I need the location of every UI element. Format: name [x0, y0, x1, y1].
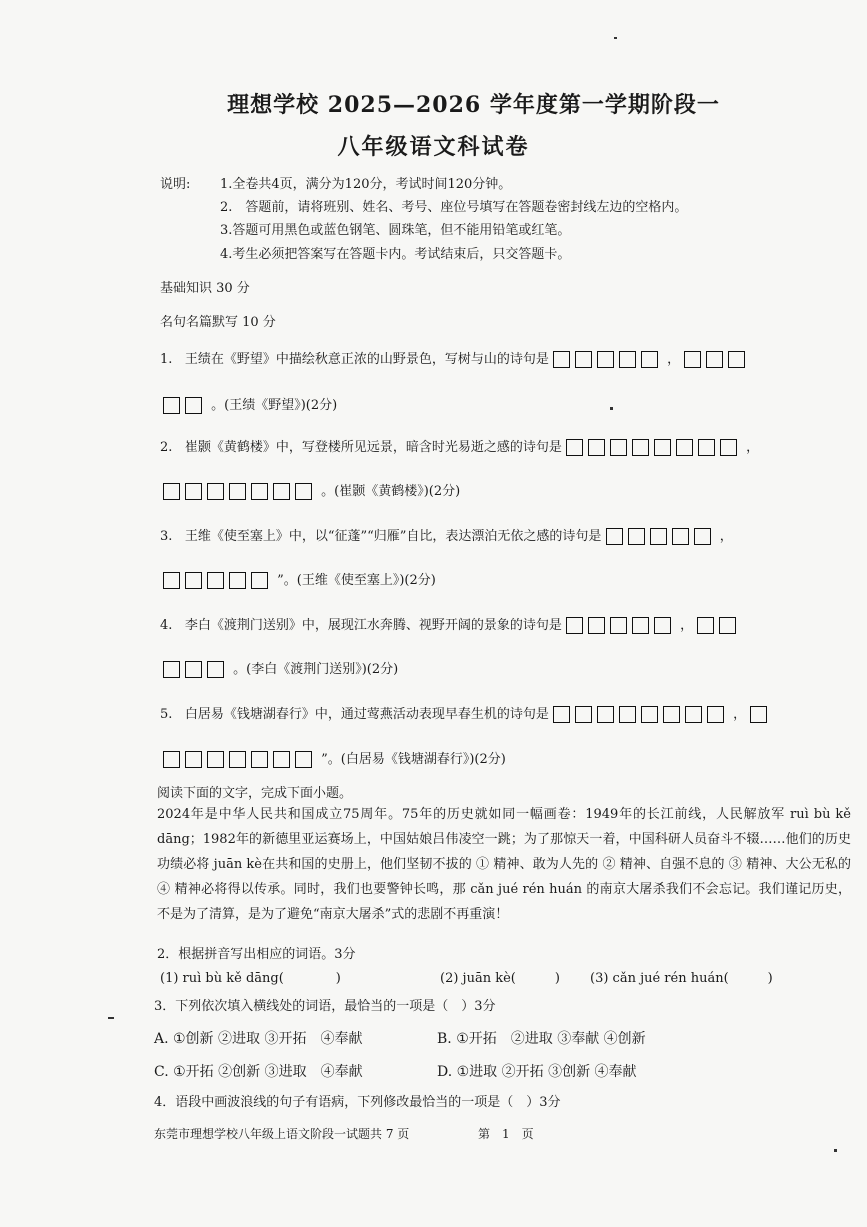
- instructions-label: 说明:: [160, 177, 191, 192]
- question-text: 白居易《钱塘湖春行》中，通过莺燕活动表现早春生机的诗句是: [184, 707, 549, 722]
- question-5: [160, 703, 772, 723]
- answer-boxes[interactable]: [606, 528, 716, 545]
- q3-option-a[interactable]: A. ①创新 ②进取 ③开拓 ④奉献: [154, 1031, 363, 1047]
- q3-option-d[interactable]: D. ①进取 ②开拓 ③创新 ④奉献: [437, 1064, 637, 1080]
- q2-item[interactable]: (3) cǎn jué rén huán( ): [590, 971, 773, 986]
- separator: ，: [680, 618, 694, 633]
- question-number: 2.: [160, 440, 173, 455]
- question-3-line2: [163, 569, 436, 589]
- answer-boxes[interactable]: [163, 661, 229, 678]
- q3-stem: 3．下列依次填入横线处的词语，最恰当的一项是（ ）3分: [154, 999, 496, 1014]
- reading-intro: 阅读下面的文字，完成下面小题。: [157, 786, 353, 801]
- question-source: 。(崔颢《黄鹤楼》)(2分): [321, 484, 461, 499]
- q4-stem: 4．语段中画波浪线的句子有语病，下列修改最恰当的一项是（ ）3分: [154, 1095, 561, 1110]
- answer-boxes[interactable]: [566, 439, 742, 456]
- answer-boxes[interactable]: [163, 483, 317, 500]
- q3-option-c[interactable]: C. ①开拓 ②创新 ③进取 ④奉献: [154, 1064, 363, 1080]
- question-2: [160, 436, 759, 456]
- separator: ，: [746, 440, 760, 455]
- separator: ，: [733, 707, 747, 722]
- answer-boxes[interactable]: [553, 706, 729, 723]
- question-text: 李白《渡荆门送别》中，展现江水奔腾、视野开阔的景象的诗句是: [184, 618, 562, 633]
- question-1: [160, 348, 750, 368]
- question-number: 1.: [160, 352, 173, 367]
- q2-item[interactable]: (1) ruì bù kě dāng( ): [160, 971, 341, 986]
- q2-stem: 2．根据拼音写出相应的词语。3分: [157, 947, 356, 962]
- scan-speck: [108, 1017, 114, 1019]
- answer-boxes[interactable]: [163, 572, 273, 589]
- answer-boxes[interactable]: [566, 617, 676, 634]
- question-text: 王绩在《野望》中描绘秋意正浓的山野景色，写树与山的诗句是: [184, 352, 549, 367]
- reading-passage: 2024年是中华人民共和国成立75周年。75年的历史就如同一幅画卷：1949年的长江前线，人民解放军 ruì bù kě dāng；1982年的新德里亚运赛场上，中国姑娘吕伟凌空一跳；为了那惊天一着，中国科研人员奋斗不辍……他们的历史功绩必将 juān kè在共和国的史册上，他们坚韧不拔的 ① 精神、敢为人先的 ② 精神、自强不息的 ③ 精神、大公无私的 ④ 精神必将得以传承。同时，我们也要警钟长鸣，那 cǎn jué rén huán 的南京大屠杀我们不会忘记。我们谨记历史，不是为了清算，是为了避免“南京大屠杀”式的悲剧不再重演！: [157, 807, 851, 922]
- answer-boxes[interactable]: [163, 397, 207, 414]
- page-number: 第 1 页: [478, 1127, 534, 1141]
- exam-title-line2: 八年级语文科试卷: [337, 134, 530, 160]
- question-3: [160, 525, 733, 545]
- answer-boxes[interactable]: [750, 706, 772, 723]
- question-1-line2: [163, 394, 337, 414]
- q3-option-b[interactable]: B. ①开拓 ②进取 ③奉献 ④创新: [437, 1031, 646, 1047]
- answer-boxes[interactable]: [163, 751, 317, 768]
- section-basic-heading: 基础知识 30 分: [160, 281, 250, 296]
- question-2-line2: [163, 480, 460, 500]
- question-source: 。(王绩《野望》)(2分): [211, 398, 338, 413]
- answer-boxes[interactable]: [553, 351, 663, 368]
- question-text: 崔颢《黄鹤楼》中，写登楼所见远景，暗含时光易逝之感的诗句是: [184, 440, 562, 455]
- answer-boxes[interactable]: [697, 617, 741, 634]
- scan-speck: [610, 407, 613, 410]
- footer-text: 东莞市理想学校八年级上语文阶段一试题共 7 页: [154, 1127, 410, 1141]
- question-number: 4.: [160, 618, 173, 633]
- question-text: 王维《使至塞上》中，以“征蓬”“归雁”自比，表达漂泊无依之感的诗句是: [184, 529, 602, 544]
- question-source: ”。(白居易《钱塘湖春行》)(2分): [321, 752, 506, 767]
- question-number: 5.: [160, 707, 173, 722]
- question-4: [160, 614, 741, 634]
- scan-speck: [614, 37, 617, 39]
- question-5-line2: [163, 748, 506, 768]
- question-4-line2: [163, 658, 398, 678]
- separator: ，: [667, 352, 681, 367]
- separator: ，: [719, 529, 733, 544]
- instruction-item: 2. 答题前，请将班别、姓名、考号、座位号填写在答题卷密封线左边的空格内。: [220, 200, 688, 215]
- answer-boxes[interactable]: [684, 351, 750, 368]
- section-poems-heading: 名句名篇默写 10 分: [160, 315, 276, 330]
- question-number: 3.: [160, 529, 173, 544]
- q2-item[interactable]: (2) juān kè( ): [440, 971, 560, 986]
- scan-speck: [834, 1149, 837, 1152]
- exam-title-line1: 理想学校 2025—2026 学年度第一学期阶段一: [227, 92, 720, 118]
- question-source: 。(李白《渡荆门送别》)(2分): [233, 662, 399, 677]
- instruction-item: 3.答题可用黑色或蓝色钢笔、圆珠笔，但不能用铅笔或红笔。: [220, 223, 571, 238]
- instruction-item: 1.全卷共4页，满分为120分，考试时间120分钟。: [220, 177, 512, 192]
- question-source: ”。(王维《使至塞上》)(2分): [277, 573, 436, 588]
- instruction-item: 4.考生必须把答案写在答题卡内。考试结束后，只交答题卡。: [220, 247, 571, 262]
